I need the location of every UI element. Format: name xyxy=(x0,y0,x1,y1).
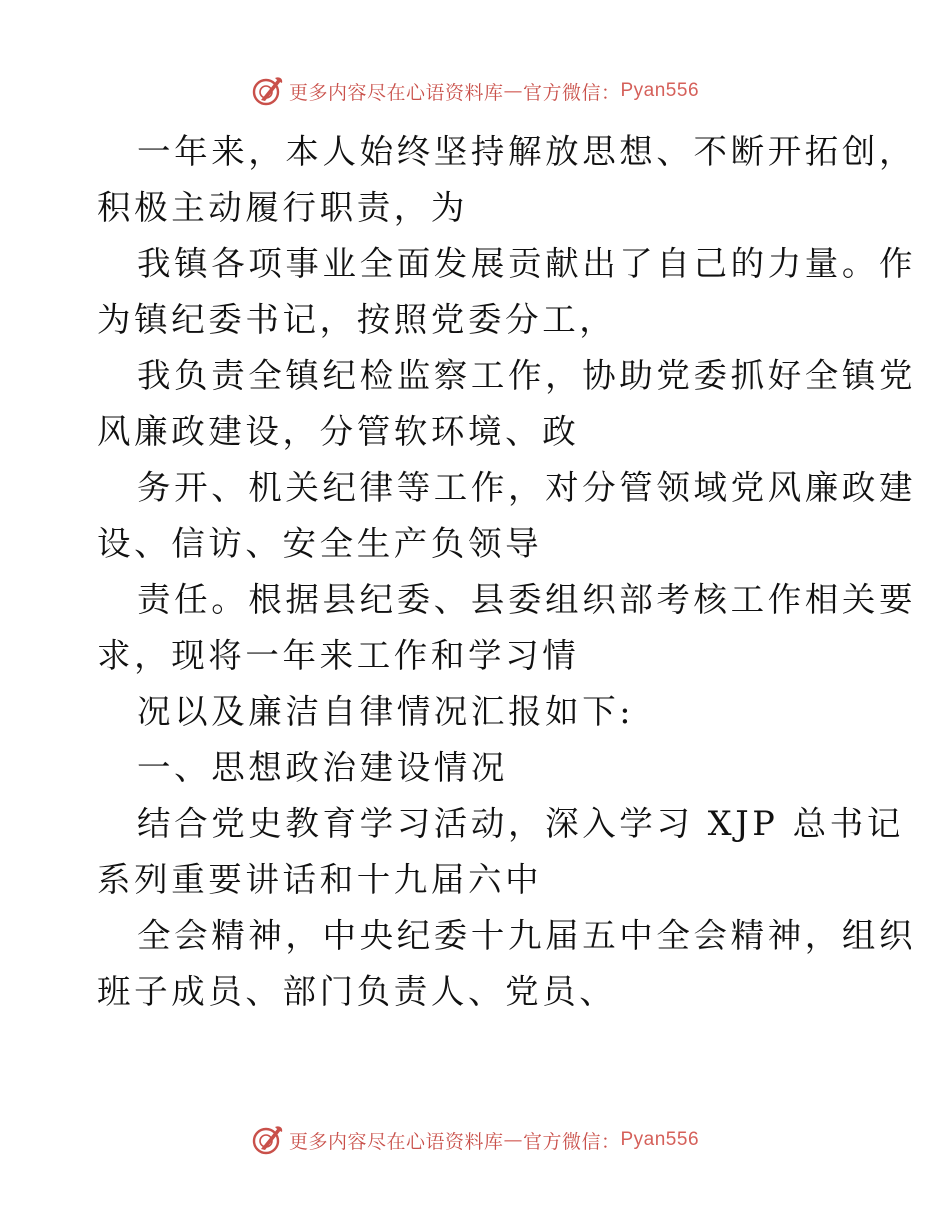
watermark-handle: Pyan556 xyxy=(620,1129,700,1150)
body-line: 我镇各项事业全面发展贡献出了自己的力量。作 xyxy=(137,244,917,283)
body-line: 设、信访、安全生产负领导 xyxy=(97,524,543,563)
document-body xyxy=(97,124,917,1020)
body-line: 况以及廉洁自律情况汇报如下: xyxy=(137,692,635,731)
body-line: 求，现将一年来工作和学习情 xyxy=(97,636,580,675)
section-heading: 一、思想政治建设情况 xyxy=(137,748,508,787)
watermark-handle: Pyan556 xyxy=(620,80,700,101)
watermark-brand: 更多内容尽在心语资料库 xyxy=(288,81,504,104)
watermark-brand: 更多内容尽在心语资料库 xyxy=(288,1130,504,1153)
header-watermark xyxy=(0,74,950,108)
body-line: 我负责全镇纪检监察工作，协助党委抓好全镇党 xyxy=(137,356,917,395)
watermark-official-label: 官方微信： xyxy=(522,81,621,104)
body-line: 结合党史教育学习活动，深入学习 XJP 总书记 xyxy=(137,804,904,843)
body-line: 班子成员、部门负责人、党员、 xyxy=(97,972,617,1011)
body-line: 积极主动履行职责，为 xyxy=(97,188,468,227)
watermark-official-label: 官方微信： xyxy=(522,1130,621,1153)
footer-watermark xyxy=(0,1123,950,1157)
watermark-separator: — xyxy=(503,80,523,102)
quill-seal-logo-icon xyxy=(251,1123,285,1157)
body-line: 风廉政建设，分管软环境、政 xyxy=(97,412,580,451)
body-line: 一年来，本人始终坚持解放思想、不断开拓创， xyxy=(137,132,917,171)
body-line: 为镇纪委书记，按照党委分工， xyxy=(97,300,617,339)
body-line: 系列重要讲话和十九届六中 xyxy=(97,860,543,899)
body-line: 全会精神，中央纪委十九届五中全会精神，组织 xyxy=(137,916,917,955)
body-line: 责任。根据县纪委、县委组织部考核工作相关要 xyxy=(137,580,917,619)
body-line: 务开、机关纪律等工作，对分管领域党风廉政建 xyxy=(137,468,917,507)
quill-seal-logo-icon xyxy=(251,74,285,108)
watermark-separator: — xyxy=(503,1129,523,1151)
